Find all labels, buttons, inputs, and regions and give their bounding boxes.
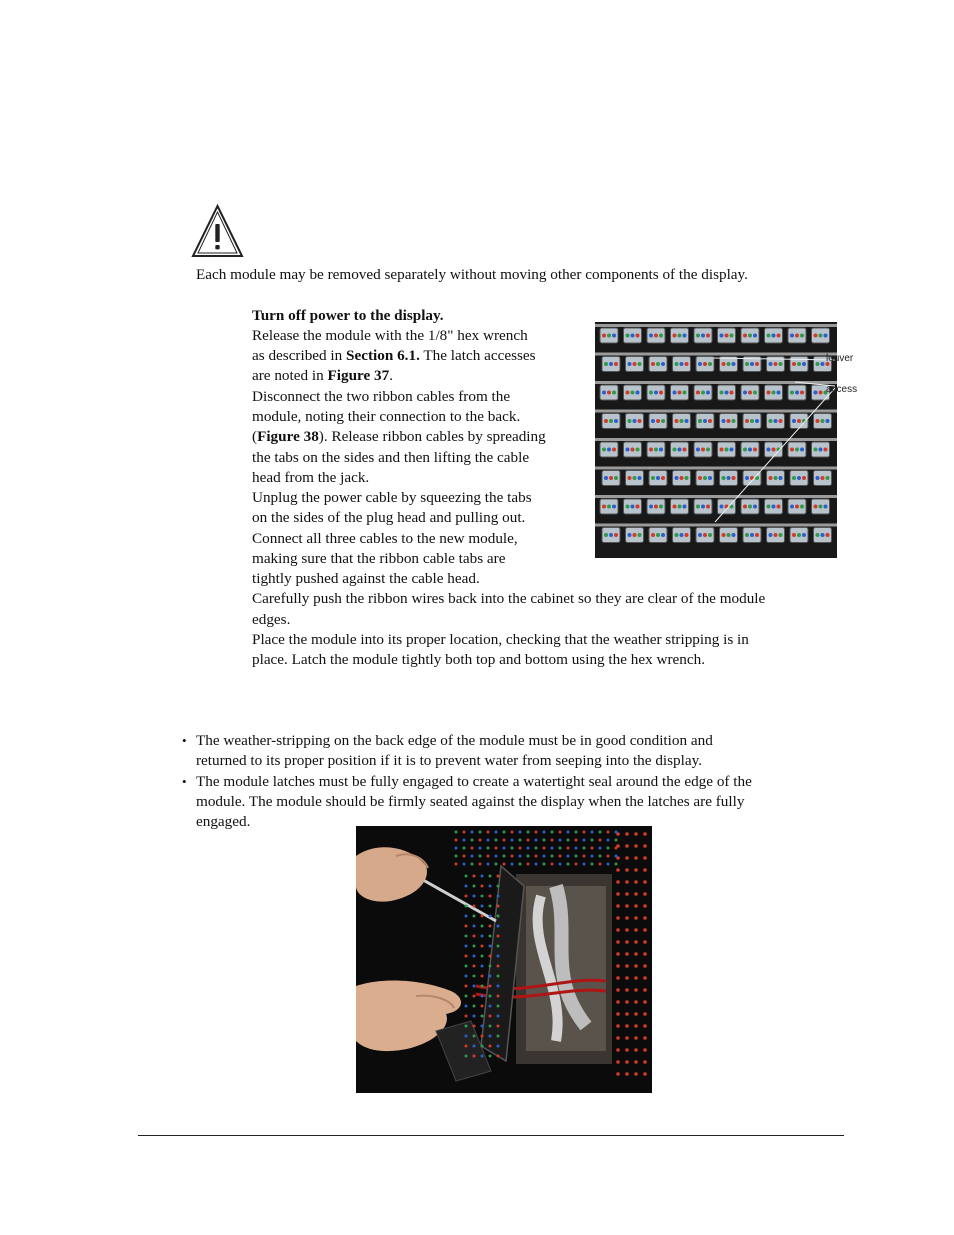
- module-grid-illustration: [595, 322, 837, 558]
- step-4-line-1: Unplug the power cable by squeezing the tabs: [252, 489, 532, 506]
- module-removal-illustration: [356, 826, 652, 1093]
- step-2-line-1: Release the module with the 1/8" hex wrench: [252, 327, 528, 344]
- note-2-line-3: engaged.: [196, 813, 251, 830]
- footer-divider: [138, 1135, 844, 1136]
- step-3-line-4: the tabs on the sides and then lifting the cable: [252, 449, 530, 466]
- step-2-line-3: [252, 366, 393, 386]
- module-grid-photo: [595, 322, 837, 558]
- step-3-line-1: Disconnect the two ribbon cables from the: [252, 388, 511, 405]
- note-2-line-2: module. The module should be firmly seated against the display when the latches are fully: [196, 793, 745, 810]
- warning-triangle-icon: [190, 203, 245, 259]
- step-5-line-1: Connect all three cables to the new module,: [252, 530, 518, 547]
- step-3-line-3: [252, 427, 546, 447]
- louver-callout-label: louver: [826, 353, 854, 364]
- module-removal-photo: [356, 826, 652, 1093]
- bullet-icon: •: [182, 774, 187, 789]
- section-reference: Section 6.1.: [346, 347, 420, 364]
- step-5-line-3: tightly pushed against the cable head.: [252, 570, 480, 587]
- step-2-text: The latch accesses: [419, 347, 536, 364]
- bullet-icon: •: [182, 733, 187, 748]
- step-3-line-2: module, noting their connection to the back.: [252, 408, 521, 425]
- step-5-line-2: making sure that the ribbon cable tabs are: [252, 550, 506, 567]
- note-1-line-1: The weather-stripping on the back edge of the module must be in good condition and: [196, 732, 713, 749]
- step-3-text: ). Release ribbon cables by spreading: [318, 428, 546, 445]
- figure-reference: Figure 37: [327, 367, 390, 384]
- note-1-line-2: returned to its proper position if it is to prevent water from seeping into the display.: [196, 752, 702, 769]
- step-2-line-2: [252, 346, 536, 366]
- step-2-text: are noted in: [252, 367, 328, 384]
- step-6-line-1: Carefully push the ribbon wires back into the cabinet so they are clear of the module: [252, 590, 766, 607]
- step-4-line-2: on the sides of the plug head and pulling out.: [252, 509, 526, 526]
- step-2-text: .: [389, 367, 394, 384]
- step-1-text: Turn off power to the display.: [252, 307, 444, 324]
- step-2-text: as described in: [252, 347, 347, 364]
- step-3-line-5: head from the jack.: [252, 469, 370, 486]
- intro-text: Each module may be removed separately without moving other components of the display.: [196, 266, 748, 283]
- figure-reference: Figure 38: [257, 428, 319, 445]
- step-1: [252, 306, 444, 326]
- step-7-line-2: place. Latch the module tightly both top and bottom using the hex wrench.: [252, 651, 705, 668]
- step-6-line-2: edges.: [252, 611, 291, 628]
- note-2-line-1: The module latches must be fully engaged to create a watertight seal around the edge of the: [196, 773, 752, 790]
- step-3-text: (: [252, 428, 258, 445]
- access-callout-label: access: [826, 384, 858, 395]
- step-7-line-1: Place the module into its proper location, checking that the weather stripping is in: [252, 631, 749, 648]
